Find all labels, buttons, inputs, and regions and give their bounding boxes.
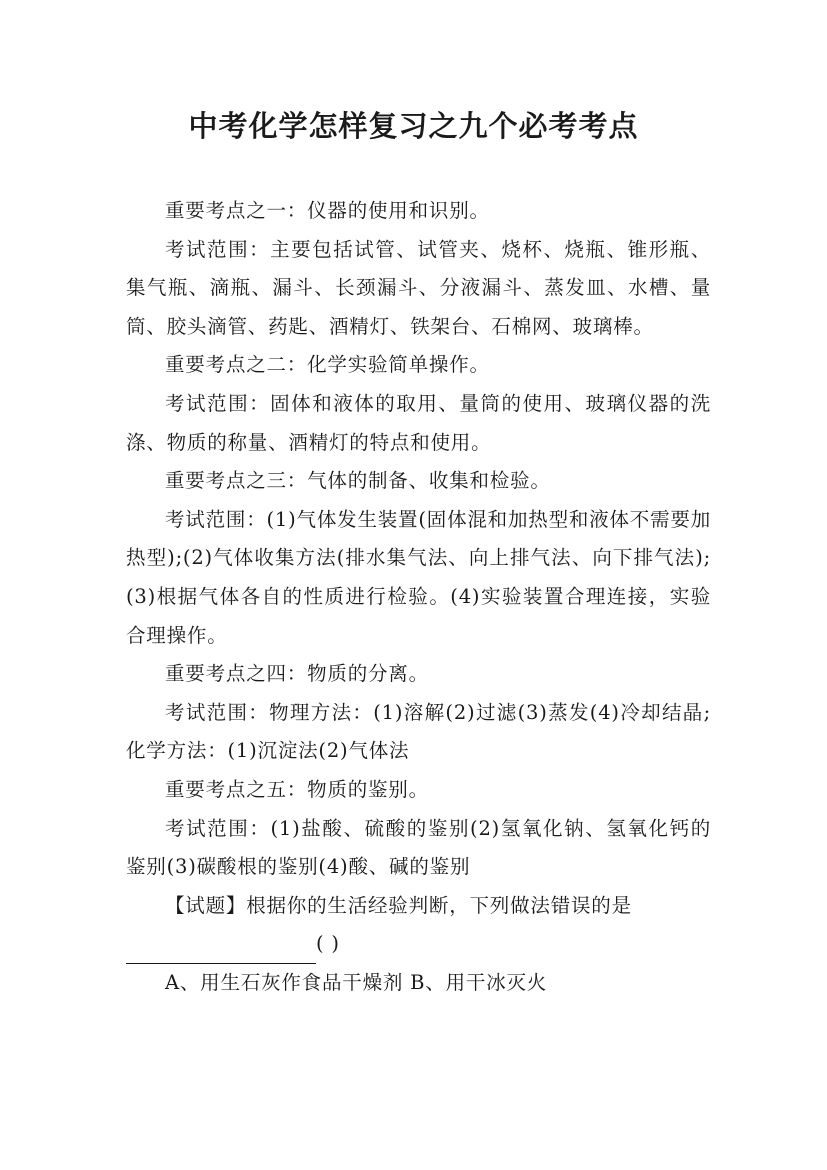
- question-paren: ( ): [316, 932, 340, 956]
- question-options: A、用生石灰作食品干燥剂 B、用干冰灭火: [165, 970, 548, 994]
- paragraph-scope-5: 考试范围：(1)盐酸、硫酸的鉴别(2)氢氧化钠、氢氧化钙的鉴别(3)碳酸根的鉴别(4)酸、碱的鉴别: [126, 816, 711, 879]
- document-body: [126, 192, 711, 1002]
- paragraph-keypoint-1: 重要考点之一：仪器的使用和识别。: [165, 199, 490, 222]
- paragraph-keypoint-4: 重要考点之四：物质的分离。: [165, 662, 429, 686]
- answer-blank: [126, 941, 316, 964]
- question-stem: 【试题】根据你的生活经验判断，下列做法错误的是: [165, 893, 632, 917]
- page-title: 中考化学怎样复习之九个必考考点: [188, 109, 639, 143]
- paragraph-scope-1: 考试范围：主要包括试管、试管夹、烧杯、烧瓶、锥形瓶、集气瓶、滴瓶、漏斗、长颈漏斗、分液漏斗、蒸发皿、水槽、量筒、胶头滴管、药匙、酒精灯、铁架台、石棉网、玻璃棒。: [126, 237, 711, 338]
- paragraph-keypoint-2: 重要考点之二：化学实验简单操作。: [165, 353, 490, 377]
- answer-blank-line: [126, 925, 711, 964]
- paragraph-scope-4: 考试范围：物理方法：(1)溶解(2)过滤(3)蒸发(4)冷却结晶;化学方法：(1)沉淀法(2)气体法: [126, 700, 711, 763]
- paragraph-scope-3: 考试范围：(1)气体发生装置(固体混和加热型和液体不需要加热型);(2)气体收集方法(排水集气法、向上排气法、向下排气法);(3)根据气体各自的性质进行检验。(4)实验装置合理连接，实验合理操作。: [126, 507, 711, 647]
- paragraph-keypoint-5: 重要考点之五：物质的鉴别。: [165, 777, 429, 801]
- paragraph-keypoint-3: 重要考点之三：气体的制备、收集和检验。: [165, 469, 551, 493]
- paragraph-scope-2: 考试范围：固体和液体的取用、量筒的使用、玻璃仪器的洗涤、物质的称量、酒精灯的特点和使用。: [126, 391, 711, 454]
